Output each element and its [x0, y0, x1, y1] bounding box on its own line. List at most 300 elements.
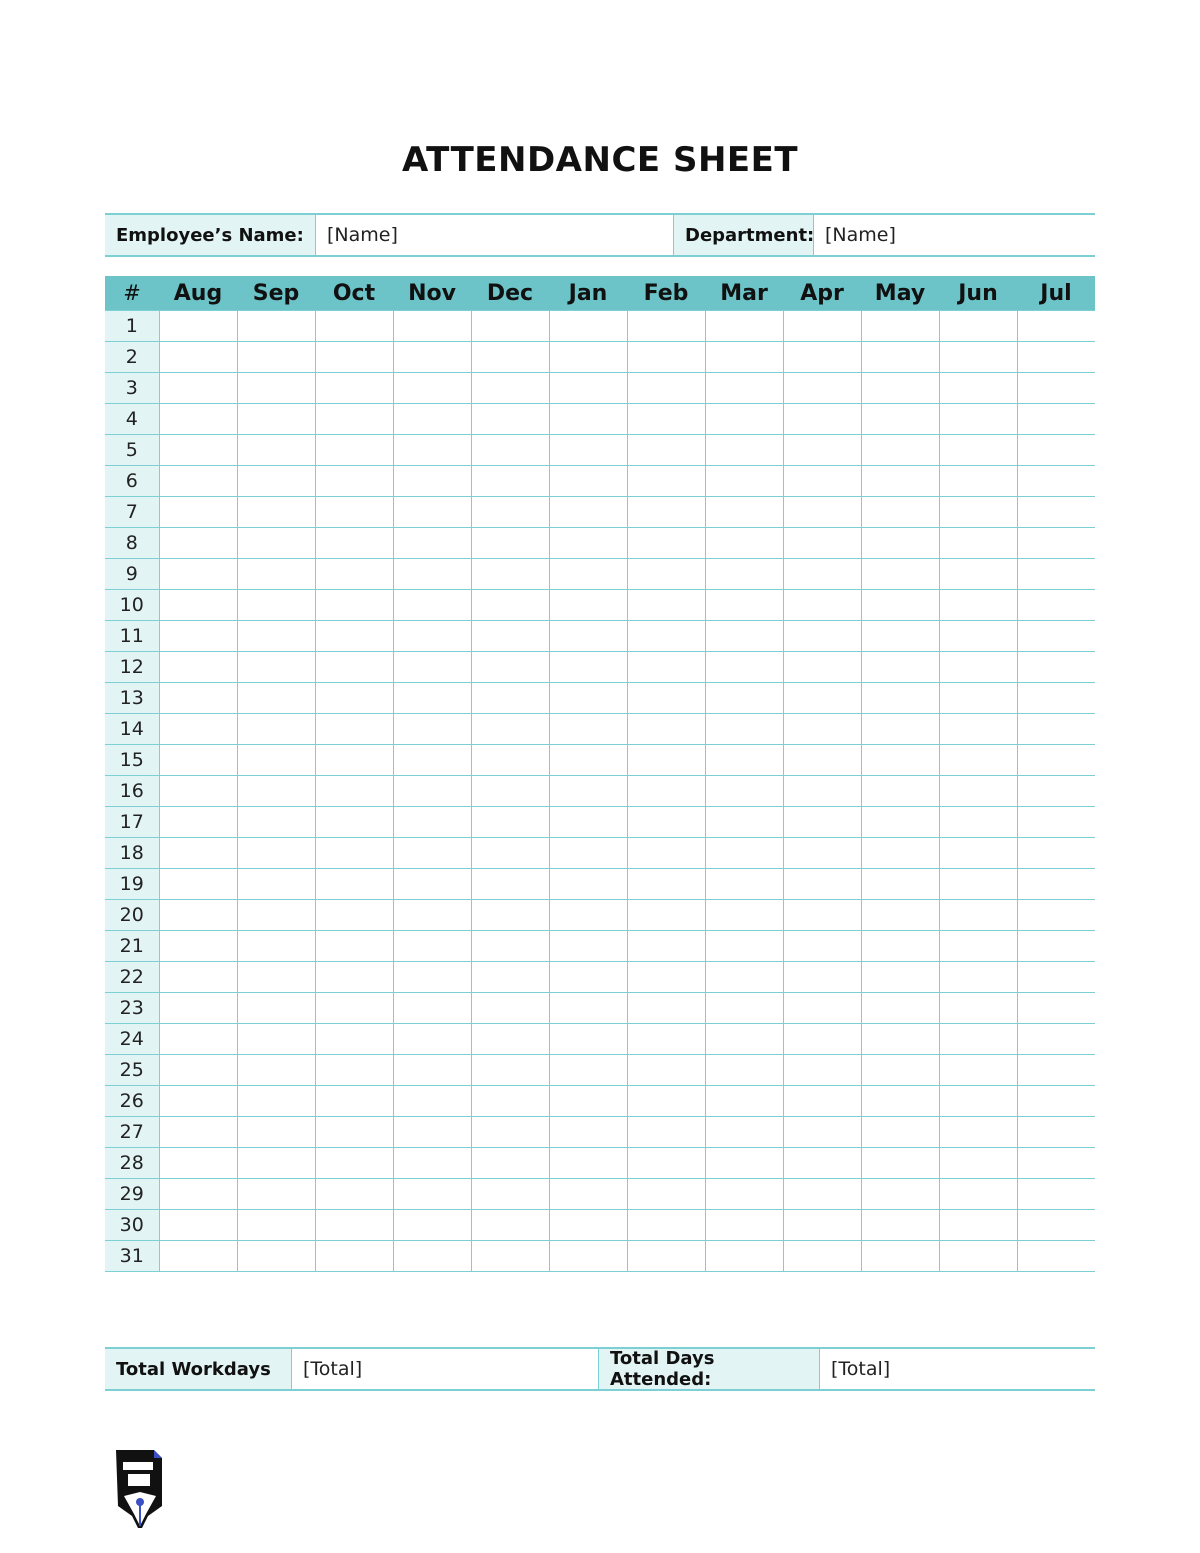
- attendance-cell[interactable]: [1017, 342, 1095, 373]
- attendance-cell[interactable]: [705, 1210, 783, 1241]
- attendance-cell[interactable]: [627, 931, 705, 962]
- attendance-cell[interactable]: [237, 1055, 315, 1086]
- attendance-cell[interactable]: [159, 1148, 237, 1179]
- attendance-cell[interactable]: [627, 528, 705, 559]
- attendance-cell[interactable]: [315, 1117, 393, 1148]
- attendance-cell[interactable]: [315, 931, 393, 962]
- attendance-cell[interactable]: [861, 1055, 939, 1086]
- attendance-cell[interactable]: [861, 714, 939, 745]
- attendance-cell[interactable]: [315, 838, 393, 869]
- attendance-cell[interactable]: [939, 590, 1017, 621]
- attendance-cell[interactable]: [471, 745, 549, 776]
- attendance-cell[interactable]: [705, 962, 783, 993]
- attendance-cell[interactable]: [237, 683, 315, 714]
- attendance-cell[interactable]: [939, 900, 1017, 931]
- attendance-cell[interactable]: [783, 590, 861, 621]
- attendance-cell[interactable]: [549, 900, 627, 931]
- attendance-cell[interactable]: [1017, 652, 1095, 683]
- attendance-cell[interactable]: [705, 1055, 783, 1086]
- attendance-cell[interactable]: [315, 652, 393, 683]
- attendance-cell[interactable]: [705, 776, 783, 807]
- attendance-cell[interactable]: [1017, 838, 1095, 869]
- attendance-cell[interactable]: [549, 1210, 627, 1241]
- attendance-cell[interactable]: [1017, 869, 1095, 900]
- attendance-cell[interactable]: [627, 590, 705, 621]
- attendance-cell[interactable]: [939, 714, 1017, 745]
- attendance-cell[interactable]: [861, 1086, 939, 1117]
- attendance-cell[interactable]: [627, 962, 705, 993]
- attendance-cell[interactable]: [705, 1117, 783, 1148]
- attendance-cell[interactable]: [159, 466, 237, 497]
- attendance-cell[interactable]: [861, 745, 939, 776]
- attendance-cell[interactable]: [393, 1024, 471, 1055]
- attendance-cell[interactable]: [705, 528, 783, 559]
- attendance-cell[interactable]: [237, 373, 315, 404]
- attendance-cell[interactable]: [861, 404, 939, 435]
- attendance-cell[interactable]: [393, 1148, 471, 1179]
- attendance-cell[interactable]: [861, 652, 939, 683]
- attendance-cell[interactable]: [315, 1055, 393, 1086]
- attendance-cell[interactable]: [237, 1241, 315, 1272]
- attendance-cell[interactable]: [471, 931, 549, 962]
- attendance-cell[interactable]: [237, 404, 315, 435]
- attendance-cell[interactable]: [549, 1117, 627, 1148]
- attendance-cell[interactable]: [861, 807, 939, 838]
- attendance-cell[interactable]: [783, 1117, 861, 1148]
- attendance-cell[interactable]: [315, 466, 393, 497]
- attendance-cell[interactable]: [549, 869, 627, 900]
- attendance-cell[interactable]: [705, 1241, 783, 1272]
- attendance-cell[interactable]: [471, 1024, 549, 1055]
- attendance-cell[interactable]: [939, 528, 1017, 559]
- attendance-cell[interactable]: [861, 1179, 939, 1210]
- attendance-cell[interactable]: [315, 621, 393, 652]
- attendance-cell[interactable]: [783, 528, 861, 559]
- attendance-cell[interactable]: [393, 497, 471, 528]
- attendance-cell[interactable]: [159, 993, 237, 1024]
- attendance-cell[interactable]: [939, 1117, 1017, 1148]
- attendance-cell[interactable]: [471, 962, 549, 993]
- attendance-cell[interactable]: [237, 1086, 315, 1117]
- attendance-cell[interactable]: [627, 497, 705, 528]
- attendance-cell[interactable]: [1017, 776, 1095, 807]
- total-days-attended-field[interactable]: [Total]: [831, 1358, 891, 1380]
- attendance-cell[interactable]: [705, 311, 783, 342]
- attendance-cell[interactable]: [315, 342, 393, 373]
- attendance-cell[interactable]: [315, 1179, 393, 1210]
- attendance-cell[interactable]: [159, 900, 237, 931]
- attendance-cell[interactable]: [393, 559, 471, 590]
- attendance-cell[interactable]: [783, 962, 861, 993]
- attendance-cell[interactable]: [315, 900, 393, 931]
- attendance-cell[interactable]: [783, 931, 861, 962]
- attendance-cell[interactable]: [393, 745, 471, 776]
- attendance-cell[interactable]: [159, 683, 237, 714]
- attendance-cell[interactable]: [783, 1179, 861, 1210]
- attendance-cell[interactable]: [1017, 1241, 1095, 1272]
- attendance-cell[interactable]: [705, 1086, 783, 1117]
- attendance-cell[interactable]: [393, 311, 471, 342]
- attendance-cell[interactable]: [159, 590, 237, 621]
- attendance-cell[interactable]: [471, 342, 549, 373]
- attendance-cell[interactable]: [237, 559, 315, 590]
- attendance-cell[interactable]: [627, 404, 705, 435]
- attendance-cell[interactable]: [393, 621, 471, 652]
- attendance-cell[interactable]: [471, 1241, 549, 1272]
- attendance-cell[interactable]: [939, 1210, 1017, 1241]
- attendance-cell[interactable]: [315, 1241, 393, 1272]
- attendance-cell[interactable]: [627, 1179, 705, 1210]
- attendance-cell[interactable]: [705, 993, 783, 1024]
- attendance-cell[interactable]: [393, 1210, 471, 1241]
- attendance-cell[interactable]: [159, 931, 237, 962]
- attendance-cell[interactable]: [783, 1148, 861, 1179]
- attendance-cell[interactable]: [549, 528, 627, 559]
- attendance-cell[interactable]: [627, 776, 705, 807]
- attendance-cell[interactable]: [549, 559, 627, 590]
- attendance-cell[interactable]: [783, 900, 861, 931]
- attendance-cell[interactable]: [159, 311, 237, 342]
- attendance-cell[interactable]: [861, 931, 939, 962]
- attendance-cell[interactable]: [393, 1241, 471, 1272]
- attendance-cell[interactable]: [159, 559, 237, 590]
- attendance-cell[interactable]: [315, 528, 393, 559]
- attendance-cell[interactable]: [393, 931, 471, 962]
- attendance-cell[interactable]: [705, 900, 783, 931]
- attendance-cell[interactable]: [783, 745, 861, 776]
- attendance-cell[interactable]: [393, 838, 471, 869]
- attendance-cell[interactable]: [705, 404, 783, 435]
- attendance-cell[interactable]: [861, 869, 939, 900]
- attendance-cell[interactable]: [159, 404, 237, 435]
- attendance-cell[interactable]: [159, 373, 237, 404]
- attendance-cell[interactable]: [1017, 683, 1095, 714]
- attendance-cell[interactable]: [783, 776, 861, 807]
- attendance-cell[interactable]: [471, 404, 549, 435]
- attendance-cell[interactable]: [237, 466, 315, 497]
- attendance-cell[interactable]: [1017, 1210, 1095, 1241]
- attendance-cell[interactable]: [783, 869, 861, 900]
- attendance-cell[interactable]: [393, 528, 471, 559]
- attendance-cell[interactable]: [861, 559, 939, 590]
- attendance-cell[interactable]: [315, 435, 393, 466]
- attendance-cell[interactable]: [939, 838, 1017, 869]
- attendance-cell[interactable]: [1017, 1055, 1095, 1086]
- attendance-cell[interactable]: [705, 466, 783, 497]
- attendance-cell[interactable]: [315, 807, 393, 838]
- attendance-cell[interactable]: [159, 342, 237, 373]
- attendance-cell[interactable]: [159, 1086, 237, 1117]
- attendance-cell[interactable]: [705, 745, 783, 776]
- attendance-cell[interactable]: [393, 962, 471, 993]
- attendance-cell[interactable]: [627, 900, 705, 931]
- attendance-cell[interactable]: [159, 1024, 237, 1055]
- attendance-cell[interactable]: [783, 342, 861, 373]
- attendance-cell[interactable]: [627, 745, 705, 776]
- attendance-cell[interactable]: [471, 1117, 549, 1148]
- attendance-cell[interactable]: [315, 869, 393, 900]
- attendance-cell[interactable]: [237, 900, 315, 931]
- attendance-cell[interactable]: [939, 745, 1017, 776]
- attendance-cell[interactable]: [627, 807, 705, 838]
- attendance-cell[interactable]: [861, 1241, 939, 1272]
- attendance-cell[interactable]: [159, 435, 237, 466]
- attendance-cell[interactable]: [237, 1179, 315, 1210]
- attendance-cell[interactable]: [627, 342, 705, 373]
- attendance-cell[interactable]: [549, 652, 627, 683]
- attendance-cell[interactable]: [1017, 528, 1095, 559]
- attendance-cell[interactable]: [315, 745, 393, 776]
- attendance-cell[interactable]: [237, 342, 315, 373]
- attendance-cell[interactable]: [549, 342, 627, 373]
- attendance-cell[interactable]: [705, 435, 783, 466]
- attendance-cell[interactable]: [471, 838, 549, 869]
- attendance-cell[interactable]: [549, 311, 627, 342]
- attendance-cell[interactable]: [705, 838, 783, 869]
- total-workdays-field[interactable]: [Total]: [292, 1349, 599, 1389]
- attendance-cell[interactable]: [939, 559, 1017, 590]
- attendance-cell[interactable]: [939, 869, 1017, 900]
- attendance-cell[interactable]: [783, 435, 861, 466]
- attendance-cell[interactable]: [549, 590, 627, 621]
- attendance-cell[interactable]: [471, 590, 549, 621]
- attendance-cell[interactable]: [1017, 311, 1095, 342]
- attendance-cell[interactable]: [159, 776, 237, 807]
- attendance-cell[interactable]: [237, 1210, 315, 1241]
- attendance-cell[interactable]: [549, 993, 627, 1024]
- attendance-cell[interactable]: [471, 683, 549, 714]
- attendance-cell[interactable]: [549, 683, 627, 714]
- attendance-cell[interactable]: [783, 652, 861, 683]
- attendance-cell[interactable]: [705, 1148, 783, 1179]
- attendance-cell[interactable]: [939, 962, 1017, 993]
- attendance-cell[interactable]: [159, 745, 237, 776]
- attendance-cell[interactable]: [471, 373, 549, 404]
- attendance-cell[interactable]: [705, 342, 783, 373]
- attendance-cell[interactable]: [627, 466, 705, 497]
- attendance-cell[interactable]: [549, 1086, 627, 1117]
- attendance-cell[interactable]: [471, 466, 549, 497]
- attendance-cell[interactable]: [627, 1055, 705, 1086]
- attendance-cell[interactable]: [783, 373, 861, 404]
- attendance-cell[interactable]: [237, 807, 315, 838]
- attendance-cell[interactable]: [939, 807, 1017, 838]
- attendance-cell[interactable]: [705, 373, 783, 404]
- attendance-cell[interactable]: [1017, 745, 1095, 776]
- attendance-cell[interactable]: [939, 1241, 1017, 1272]
- attendance-cell[interactable]: [1017, 900, 1095, 931]
- attendance-cell[interactable]: [939, 776, 1017, 807]
- attendance-cell[interactable]: [471, 1086, 549, 1117]
- attendance-cell[interactable]: [1017, 590, 1095, 621]
- attendance-cell[interactable]: [393, 683, 471, 714]
- attendance-cell[interactable]: [237, 590, 315, 621]
- attendance-cell[interactable]: [393, 993, 471, 1024]
- attendance-cell[interactable]: [783, 404, 861, 435]
- attendance-cell[interactable]: [549, 1148, 627, 1179]
- attendance-cell[interactable]: [861, 683, 939, 714]
- attendance-cell[interactable]: [705, 497, 783, 528]
- attendance-cell[interactable]: [627, 714, 705, 745]
- attendance-cell[interactable]: [939, 466, 1017, 497]
- attendance-cell[interactable]: [627, 1148, 705, 1179]
- attendance-cell[interactable]: [237, 1117, 315, 1148]
- attendance-cell[interactable]: [393, 869, 471, 900]
- attendance-cell[interactable]: [549, 435, 627, 466]
- attendance-cell[interactable]: [861, 1117, 939, 1148]
- attendance-cell[interactable]: [705, 621, 783, 652]
- attendance-cell[interactable]: [315, 311, 393, 342]
- attendance-cell[interactable]: [861, 590, 939, 621]
- attendance-cell[interactable]: [549, 1055, 627, 1086]
- attendance-cell[interactable]: [861, 342, 939, 373]
- attendance-cell[interactable]: [627, 435, 705, 466]
- attendance-cell[interactable]: [1017, 807, 1095, 838]
- attendance-cell[interactable]: [861, 311, 939, 342]
- attendance-cell[interactable]: [783, 838, 861, 869]
- attendance-cell[interactable]: [783, 1086, 861, 1117]
- attendance-cell[interactable]: [471, 652, 549, 683]
- attendance-cell[interactable]: [627, 559, 705, 590]
- attendance-cell[interactable]: [861, 1024, 939, 1055]
- attendance-cell[interactable]: [549, 838, 627, 869]
- attendance-cell[interactable]: [783, 466, 861, 497]
- attendance-cell[interactable]: [939, 404, 1017, 435]
- attendance-cell[interactable]: [1017, 1148, 1095, 1179]
- attendance-cell[interactable]: [237, 435, 315, 466]
- attendance-cell[interactable]: [393, 466, 471, 497]
- attendance-cell[interactable]: [627, 1024, 705, 1055]
- attendance-cell[interactable]: [237, 776, 315, 807]
- department-field[interactable]: [Name]: [825, 224, 896, 246]
- attendance-cell[interactable]: [1017, 435, 1095, 466]
- attendance-cell[interactable]: [939, 497, 1017, 528]
- attendance-cell[interactable]: [1017, 404, 1095, 435]
- attendance-cell[interactable]: [627, 838, 705, 869]
- attendance-cell[interactable]: [1017, 962, 1095, 993]
- attendance-cell[interactable]: [939, 652, 1017, 683]
- attendance-cell[interactable]: [783, 311, 861, 342]
- attendance-cell[interactable]: [627, 311, 705, 342]
- attendance-cell[interactable]: [939, 373, 1017, 404]
- attendance-cell[interactable]: [705, 714, 783, 745]
- attendance-cell[interactable]: [315, 1210, 393, 1241]
- attendance-cell[interactable]: [705, 590, 783, 621]
- attendance-cell[interactable]: [237, 745, 315, 776]
- attendance-cell[interactable]: [393, 776, 471, 807]
- attendance-cell[interactable]: [315, 776, 393, 807]
- attendance-cell[interactable]: [315, 1148, 393, 1179]
- attendance-cell[interactable]: [159, 1179, 237, 1210]
- attendance-cell[interactable]: [939, 1179, 1017, 1210]
- attendance-cell[interactable]: [1017, 466, 1095, 497]
- attendance-cell[interactable]: [159, 838, 237, 869]
- attendance-cell[interactable]: [315, 683, 393, 714]
- attendance-cell[interactable]: [471, 559, 549, 590]
- attendance-cell[interactable]: [861, 1210, 939, 1241]
- attendance-cell[interactable]: [471, 435, 549, 466]
- attendance-cell[interactable]: [159, 962, 237, 993]
- attendance-cell[interactable]: [393, 404, 471, 435]
- attendance-cell[interactable]: [471, 714, 549, 745]
- attendance-cell[interactable]: [861, 776, 939, 807]
- attendance-cell[interactable]: [471, 1179, 549, 1210]
- attendance-cell[interactable]: [315, 590, 393, 621]
- attendance-cell[interactable]: [783, 1024, 861, 1055]
- attendance-cell[interactable]: [939, 1055, 1017, 1086]
- attendance-cell[interactable]: [471, 993, 549, 1024]
- attendance-cell[interactable]: [939, 683, 1017, 714]
- attendance-cell[interactable]: [549, 1179, 627, 1210]
- attendance-cell[interactable]: [159, 714, 237, 745]
- attendance-cell[interactable]: [237, 931, 315, 962]
- attendance-cell[interactable]: [471, 1210, 549, 1241]
- attendance-cell[interactable]: [1017, 373, 1095, 404]
- attendance-cell[interactable]: [861, 838, 939, 869]
- attendance-cell[interactable]: [315, 962, 393, 993]
- attendance-cell[interactable]: [237, 528, 315, 559]
- attendance-cell[interactable]: [237, 838, 315, 869]
- attendance-cell[interactable]: [237, 621, 315, 652]
- attendance-cell[interactable]: [861, 373, 939, 404]
- attendance-cell[interactable]: [315, 404, 393, 435]
- attendance-cell[interactable]: [237, 993, 315, 1024]
- attendance-cell[interactable]: [939, 621, 1017, 652]
- attendance-cell[interactable]: [471, 807, 549, 838]
- attendance-cell[interactable]: [159, 1210, 237, 1241]
- attendance-cell[interactable]: [1017, 714, 1095, 745]
- attendance-cell[interactable]: [315, 497, 393, 528]
- attendance-cell[interactable]: [393, 900, 471, 931]
- attendance-cell[interactable]: [159, 1117, 237, 1148]
- attendance-cell[interactable]: [315, 1024, 393, 1055]
- attendance-cell[interactable]: [315, 373, 393, 404]
- attendance-cell[interactable]: [237, 497, 315, 528]
- attendance-cell[interactable]: [705, 869, 783, 900]
- attendance-cell[interactable]: [549, 962, 627, 993]
- attendance-cell[interactable]: [315, 559, 393, 590]
- attendance-cell[interactable]: [783, 1055, 861, 1086]
- attendance-cell[interactable]: [627, 373, 705, 404]
- attendance-cell[interactable]: [861, 962, 939, 993]
- attendance-cell[interactable]: [549, 807, 627, 838]
- attendance-cell[interactable]: [315, 993, 393, 1024]
- attendance-cell[interactable]: [1017, 1179, 1095, 1210]
- attendance-cell[interactable]: [705, 807, 783, 838]
- attendance-cell[interactable]: [393, 590, 471, 621]
- attendance-cell[interactable]: [159, 497, 237, 528]
- attendance-cell[interactable]: [1017, 1024, 1095, 1055]
- attendance-cell[interactable]: [393, 435, 471, 466]
- attendance-cell[interactable]: [939, 342, 1017, 373]
- attendance-cell[interactable]: [1017, 621, 1095, 652]
- attendance-cell[interactable]: [939, 931, 1017, 962]
- attendance-cell[interactable]: [705, 931, 783, 962]
- attendance-cell[interactable]: [471, 1055, 549, 1086]
- attendance-cell[interactable]: [1017, 559, 1095, 590]
- attendance-cell[interactable]: [627, 869, 705, 900]
- attendance-cell[interactable]: [627, 1210, 705, 1241]
- attendance-cell[interactable]: [939, 1086, 1017, 1117]
- attendance-cell[interactable]: [939, 311, 1017, 342]
- attendance-cell[interactable]: [549, 1024, 627, 1055]
- attendance-cell[interactable]: [705, 683, 783, 714]
- attendance-cell[interactable]: [783, 993, 861, 1024]
- attendance-cell[interactable]: [237, 311, 315, 342]
- attendance-cell[interactable]: [627, 652, 705, 683]
- attendance-cell[interactable]: [861, 497, 939, 528]
- employee-name-field[interactable]: [Name]: [316, 215, 674, 255]
